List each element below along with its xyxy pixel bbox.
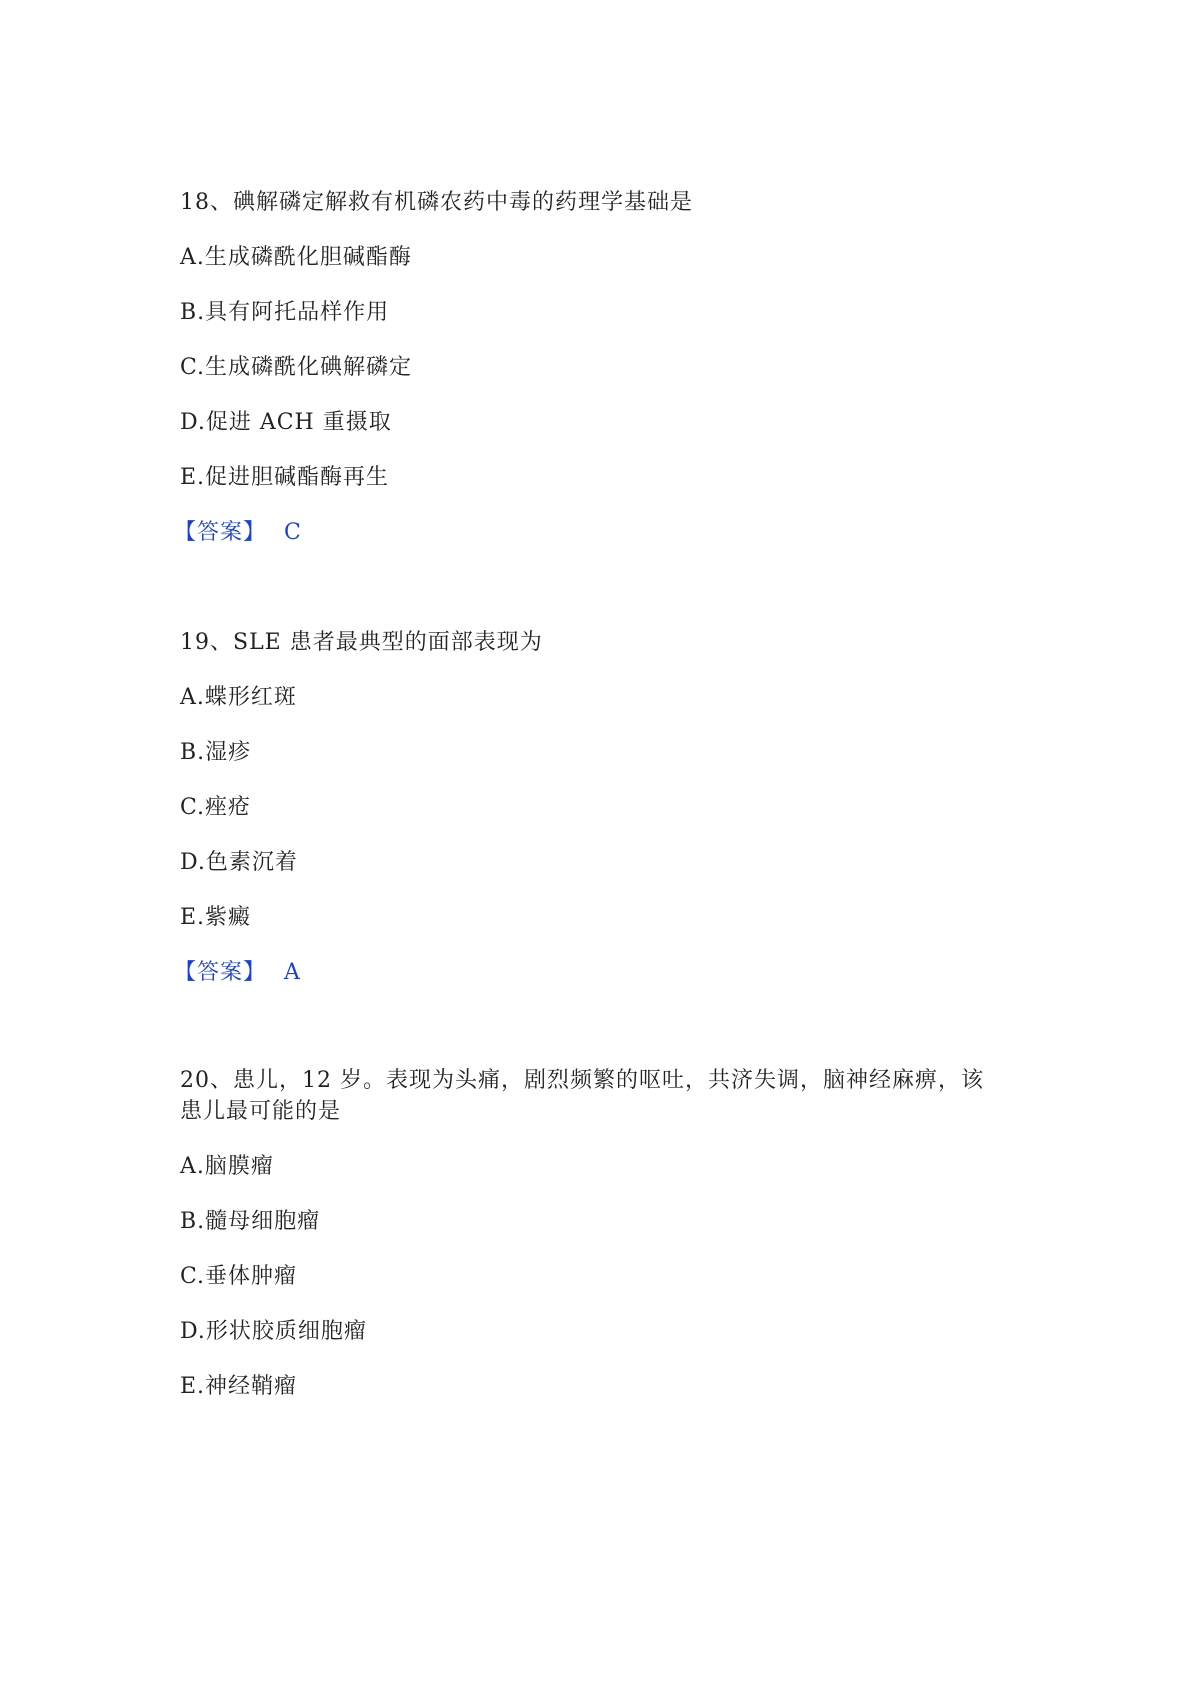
answer-label: 【答案】 — [174, 520, 267, 545]
question-18 — [174, 186, 1020, 550]
answer-value: C — [284, 520, 302, 545]
option-c: C.垂体肿瘤 — [180, 1264, 298, 1289]
question-stem: 19、SLE 患者最典型的面部表现为 — [180, 630, 543, 655]
option-b: B.髓母细胞瘤 — [180, 1209, 321, 1234]
question-stem: 18、碘解磷定解救有机磷农药中毒的药理学基础是 — [180, 190, 693, 215]
option-a: A.蝶形红斑 — [180, 685, 297, 710]
option-a: A.脑膜瘤 — [180, 1154, 274, 1179]
option-d: D.形状胶质细胞瘤 — [180, 1319, 367, 1344]
option-d: D.色素沉着 — [180, 850, 298, 875]
option-e: E.紫癜 — [180, 905, 252, 930]
answer-line — [174, 956, 1020, 990]
answer-label: 【答案】 — [174, 960, 267, 985]
option-c: C.痤疮 — [180, 795, 252, 820]
answer-line — [174, 516, 1020, 550]
question-19 — [174, 626, 1020, 990]
option-e: E.促进胆碱酯酶再生 — [180, 465, 390, 490]
option-b: B.湿疹 — [180, 740, 252, 765]
option-b: B.具有阿托品样作用 — [180, 300, 390, 325]
option-d: D.促进 ACH 重摄取 — [180, 410, 392, 435]
answer-value: A — [284, 960, 301, 985]
option-a: A.生成磷酰化胆碱酯酶 — [180, 245, 412, 270]
option-e: E.神经鞘瘤 — [180, 1374, 298, 1399]
question-stem-line-1: 20、患儿，12 岁。表现为头痛，剧烈频繁的呕吐，共济失调，脑神经麻痹，该 — [180, 1068, 984, 1093]
option-c: C.生成磷酰化碘解磷定 — [180, 355, 413, 380]
question-20 — [180, 1064, 1040, 1404]
question-stem-line-2: 患儿最可能的是 — [180, 1099, 342, 1124]
